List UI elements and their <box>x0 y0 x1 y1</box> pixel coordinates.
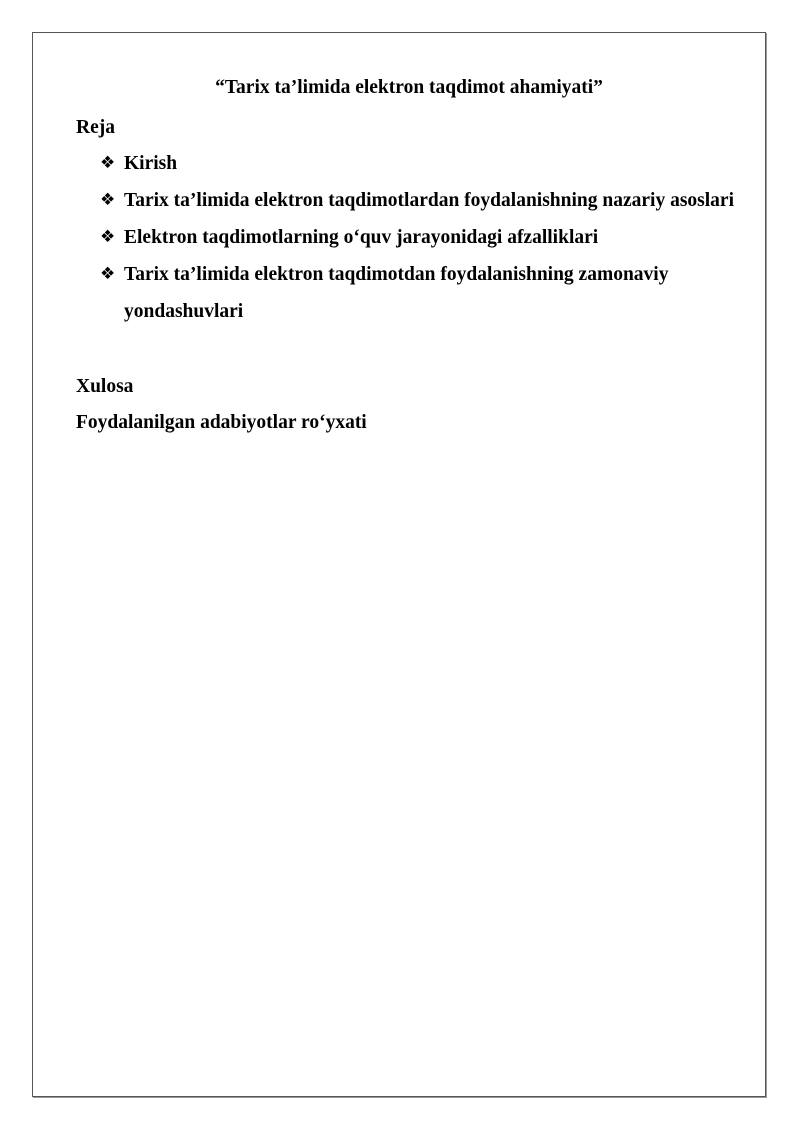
conclusion-heading: Xulosa <box>76 376 134 397</box>
document-title: “Tarix ta’limida elektron taqdimot ahamiyati” <box>215 77 603 98</box>
diamond-bullet-icon: ❖ <box>100 264 116 284</box>
plan-item-kirish <box>100 145 750 182</box>
plan-heading: Reja <box>76 117 115 138</box>
plan-item-label: Tarix ta’limida elektron taqdimotlardan foydalanishning nazariy asoslari <box>124 190 734 211</box>
plan-item-afzalliklar <box>100 219 750 256</box>
diamond-bullet-icon: ❖ <box>100 190 116 210</box>
plan-item-label: Tarix ta’limida elektron taqdimotdan foydalanishning zamonaviy yondashuvlari <box>124 264 669 322</box>
diamond-bullet-icon: ❖ <box>100 153 116 173</box>
plan-item-label: Elektron taqdimotlarning o‘quv jarayonidagi afzalliklari <box>124 227 599 248</box>
bibliography-heading: Foydalanilgan adabiyotlar ro‘yxati <box>76 412 367 433</box>
plan-list <box>100 145 750 330</box>
plan-item-nazariy-asoslar <box>100 182 750 219</box>
plan-item-zamonaviy-yondashuvlar <box>100 256 750 330</box>
diamond-bullet-icon: ❖ <box>100 227 116 247</box>
plan-item-label: Kirish <box>124 153 178 174</box>
